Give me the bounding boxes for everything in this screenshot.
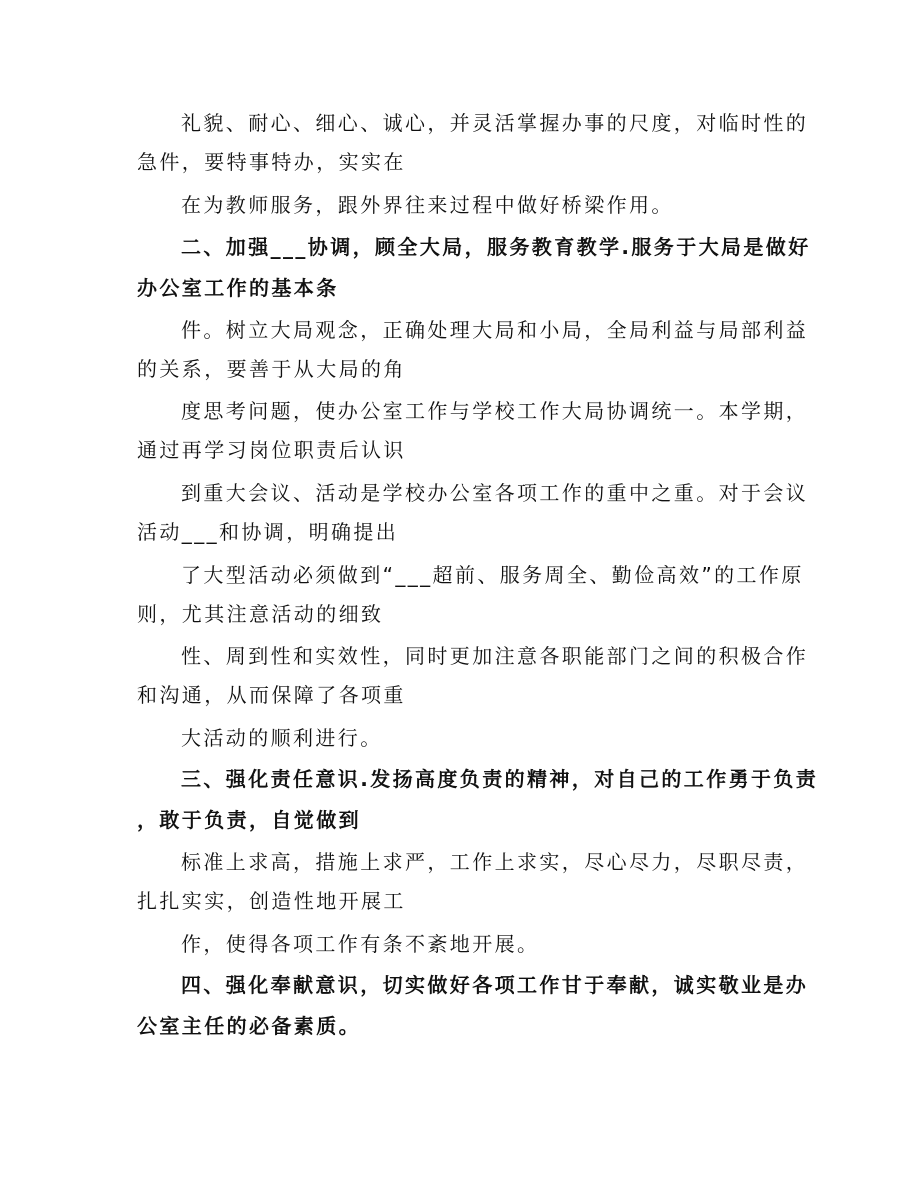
text-line: 则，尤其注意活动的细致 [137, 602, 384, 626]
text-line: 扎扎实实，创造性地开展工 [137, 889, 406, 913]
section-heading-line: ，敢于负责，自觉做到 [137, 808, 361, 832]
text-line: 活动___和协调，明确提出 [137, 520, 399, 544]
text-line: 急件，要特事特办，实实在 [137, 150, 406, 174]
text-line: 在为教师服务，跟外界往来过程中做好桥梁作用。 [181, 193, 674, 217]
text-line: 通过再学习岗位职责后认识 [137, 438, 406, 462]
section-heading-line: 公室主任的必备素质。 [137, 1014, 361, 1038]
text-line: 了大型活动必须做到“___超前、服务周全、勤俭高效”的工作原 [181, 563, 804, 587]
section-heading-line: 四、强化奉献意识，切实做好各项工作甘于奉献，诚实敬业是办 [181, 973, 809, 997]
text-line: 礼貌、耐心、细心、诚心，并灵活掌握办事的尺度，对临时性的 [181, 111, 809, 135]
text-line: 度思考问题，使办公室工作与学校工作大局协调统一。本学期， [181, 399, 809, 423]
text-line: 件。树立大局观念，正确处理大局和小局，全局利益与局部利益 [181, 318, 809, 342]
section-heading-line: 二、加强___协调，顾全大局，服务教育教学.服务于大局是做好 [181, 235, 811, 259]
text-line: 和沟通，从而保障了各项重 [137, 683, 406, 707]
text-line: 到重大会议、活动是学校办公室各项工作的重中之重。对于会议 [181, 481, 809, 505]
text-line: 性、周到性和实效性，同时更加注意各职能部门之间的积极合作 [181, 644, 809, 668]
section-heading-line: 三、强化责任意识.发扬高度负责的精神，对自己的工作勇于负责 [181, 767, 819, 791]
text-line: 大活动的顺利进行。 [181, 726, 383, 750]
text-line: 作，使得各项工作有条不紊地开展。 [181, 932, 540, 956]
text-line: 标准上求高，措施上求严，工作上求实，尽心尽力，尽职尽责， [181, 850, 809, 874]
text-line: 的关系，要善于从大局的角 [137, 357, 406, 381]
section-heading-line: 办公室工作的基本条 [137, 276, 339, 300]
